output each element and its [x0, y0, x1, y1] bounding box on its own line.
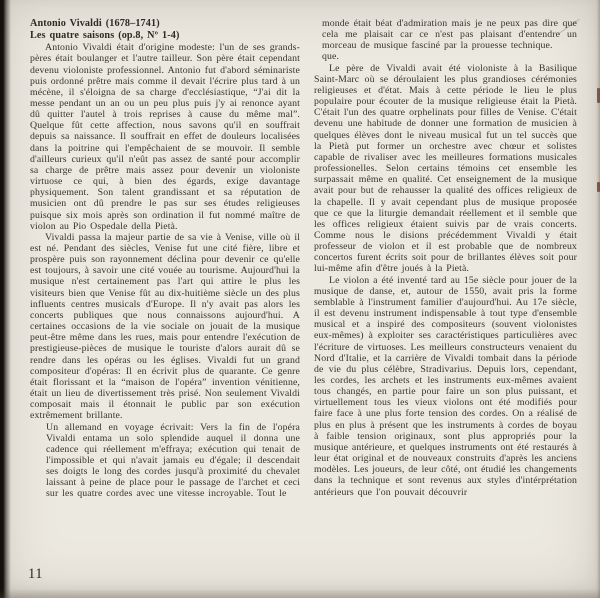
paragraph: que.	[322, 51, 340, 63]
paragraph: Vivaldi passa la majeur partie de sa vie à Venise, ville où il est né. Pendant des siècles, Venise fut une cité fière, libre et prospère puis son rayonnement déclina pour devenir ce qu'elle est toujours, à savoir une cité vouée au tourisme. Aujourd'hui la musique n'est certainement pas l'art qui attire le plus les visiteurs bien que Venise fût au dix-huitième siècle un des plus influents centres musicals d'Europe. Il n'y avait pas alors les concerts publiques que nous connaissons aujourd'hui. A certaines occasions de la vie sociale on jouait de la musique peut-être même dans les rues, mais pour entendre l'exécution de prestigieuse-pièces de musique le touriste d'alors aurait dû se rendre dans les opéras ou les églises. Vivaldi fut un grand compositeur d'opéras: Il en écrivit plus de quarante. Ce genre était florissant et la “maison de l'opéra” invention vénitienne, était un lieu de divertissement très prisé. Non seulement Vivaldi composait mais il étonnait le public par son exécution extrêmement brillante.	[30, 231, 300, 422]
paragraph: monde était béat d'admiration mais je ne peux pas dire que cela me plaisait car ce n'est pas plaisant d'entendre un morceau de musique fasciné par la prouesse technique.	[322, 18, 577, 52]
article-header	[30, 18, 300, 41]
page-number: 11	[28, 566, 43, 582]
paragraph: Le violon a été inventé tard au 15e siècle pour jouer de la musique de danse, et, autour de 1550, avait pris la forme semblable à l'instrument familier d'aujourd'hui. Au 17e siècle, il est devenu instrument indispensable à tout type d'ensemble musical et a inspiré des compositeurs (souvent violonistes eux-mêmes) à exploiter ses caractéristiques particulières avec l'écriture de virtuoses. Les meilleurs constructeurs venaient du Nord d'Italie, et la carrière de Vivaldi tombait dans la période de vie du plus célèbre, Stradivarius. Depuis lors, cependant, les cordes, les archets et les instruments eux-mêmes avaient tous changés, en partie pour faire un son plus puissant, et virtuellement tous les vieux violons ont été modifiés pour faire face à une plus forte tension des cordes. On a réalisé de plus en plus à présent que les instruments à cordes de boyau à faible tension originaux, sont plus appropriés pour la musique antérieure, et quelques instruments ont été restaurés à leur état original et de nouveaux construits d'après les anciens modèles. Les joueurs, de leur côté, ont étudié les changements dans la technique et sont revenus aux styles d'intérprétation antérieurs que l'on pouvait découvrir	[314, 274, 577, 498]
paragraph: Antonio Vivaldi était d'origine modeste: l'un de ses grands-pères était boulanger et l'autre tailleur. Son père était cependant devenu violoniste professionnel. Antonio fut d'abord séminariste puis ordonné prêtre mais comme il devait l'écrire plus tard à un mécène, il s'éloigna de sa charge d'ecclésiastique, “J'ai dit la messe pendant un an ou un peu plus puis j'y ai renonce ayant dû quitter l'autel à trois reprises à cause du même mal”. Quelque fût cette affection, nous savons qu'il en souffrait depuis sa naissance. Il souffrait en effet de douleurs localisées dans la poitrine qui l'empêchaient de se mouvoir. Il semble d'ailleurs curieux qu'il n'eût pas assez de santé pour accomplir sa charge de prêtre mais assez pour devenir un violoniste virtuose ce qui, à bien des égards, exige davantage physiquement. Son talent grandissant et sa réputation de musicien ont dû prendre le pas sur ses études religieuses puisque six mois après son ordination il fut nommé maître de violon au Pio Ospedale della Pietà.	[30, 42, 300, 232]
right-column	[314, 18, 577, 498]
article-subtitle: Les quatre saisons (op.8, Nº 1-4)	[30, 29, 180, 41]
page-bottom-edge-shadow	[0, 589, 600, 598]
article-title: Antonio Vivaldi (1678–1741)	[30, 18, 160, 29]
paragraph: Le père de Vivaldi avait été violoniste à la Basilique Saint-Marc où se déroulaient les plus grandioses cérémonies religieuses et d'état. Mais à cette période le lieu le plus populaire pour écouter de la musique religieuse était la Pietà. C'était l'un des quatre orphelinats pour filles de Venise. C'était devenu une habitude de donner une formation de musicien à quelques élèves dont le niveau musical fut un tel succès que la Pietà put former un orchestre avec chœur et solistes capable de rivaliser avec les meilleures formations musicales professionelles. Selon certains témoins cet ensemble les surpassait même en qualité. Cet enseignement de la musique avait pour but de rehausser la qualité des offices religieux de la chapelle. Il y avait cependant plus de musique proposée que ce que la liturgie demandait réellement et il semble que les offices religieux étaient suivis par de vrais concerts. Comme nous le disions précédemment Vivaldi y était professeur de violon et il est probable que de nombreux concertos furent écrits soit pour de brillantes élèves soit pour lui-même afin d'être joués à la Pietà.	[314, 62, 577, 275]
left-column	[30, 18, 300, 500]
paragraph: Un allemand en voyage écrivait: Vers la fin de l'opéra Vivaldi entama un solo splendide auquel il donna une cadence qui réellement m'effraya; exécution qui tenait de l'impossible et qui n'avait jamais eu d'égale; il descendait ses doigts le long des cordes jusqu'à proximité du chevalet laissant à peine de place pour le passage de l'archet et ceci sur les quatre cordes avec une vitesse incroyable. Tout le	[46, 421, 300, 500]
page-gutter-shadow	[0, 0, 11, 598]
